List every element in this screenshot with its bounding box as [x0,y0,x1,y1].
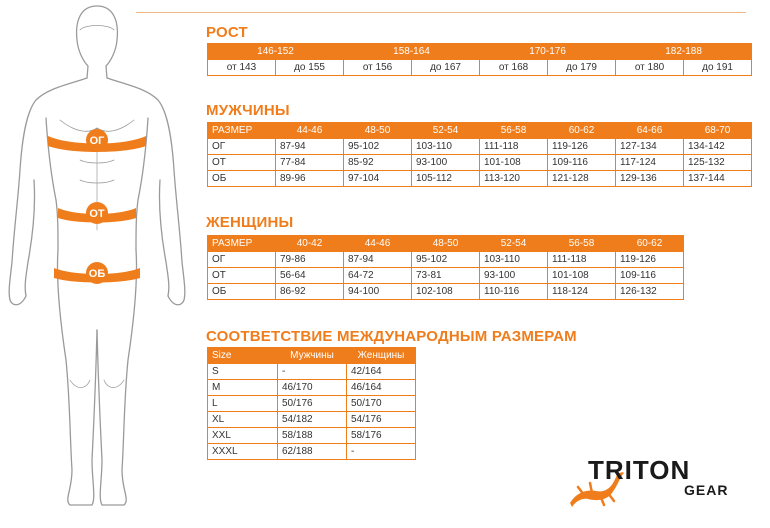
table-cell: 73-81 [412,268,480,284]
table-cell: 103-110 [412,139,480,155]
women-header-cell: 52-54 [480,236,548,252]
intl-header-cell: Женщины [347,348,416,364]
table-row [208,252,684,268]
table-cell: 111-118 [480,139,548,155]
height-section-title: РОСТ [206,24,248,41]
table-cell: 50/176 [278,396,347,412]
women-section-title: ЖЕНЩИНЫ [206,214,294,231]
height-subrange-cell: до 167 [412,60,480,76]
height-range-cell: 170-176 [480,44,616,60]
table-cell: XL [208,412,278,428]
table-cell: 126-132 [616,284,684,300]
table-cell: 87-94 [276,139,344,155]
height-range-cell: 182-188 [616,44,752,60]
table-cell: 113-120 [480,171,548,187]
table-cell: 42/164 [347,364,416,380]
table-row [208,380,416,396]
table-cell: 54/176 [347,412,416,428]
table-cell: M [208,380,278,396]
intl-header-cell: Мужчины [278,348,347,364]
height-subrange-cell: от 143 [208,60,276,76]
table-row [208,428,416,444]
table-cell: 56-64 [276,268,344,284]
table-row [208,412,416,428]
table-cell: 64-72 [344,268,412,284]
height-subrange-cell: до 191 [684,60,752,76]
table-cell: - [278,364,347,380]
height-ranges-row [208,44,752,60]
logo-main-text: TRITON [588,455,691,485]
table-cell: ОГ [208,139,276,155]
table-cell: 58/176 [347,428,416,444]
chest-tag-label: ОГ [89,135,105,147]
table-cell: 46/164 [347,380,416,396]
table-cell: ОГ [208,252,276,268]
intl-header-row [208,348,416,364]
height-subrange-cell: до 179 [548,60,616,76]
women-header-cell: 56-58 [548,236,616,252]
table-cell: 110-116 [480,284,548,300]
table-cell: 79-86 [276,252,344,268]
table-cell: 85-92 [344,155,412,171]
table-cell: 118-124 [548,284,616,300]
women-header-cell: 60-62 [616,236,684,252]
table-cell: 95-102 [412,252,480,268]
table-cell: ОБ [208,284,276,300]
table-row [208,171,752,187]
body-outline-illustration [0,0,195,528]
height-range-cell: 158-164 [344,44,480,60]
table-cell: 62/188 [278,444,347,460]
table-cell: 134-142 [684,139,752,155]
table-cell: 54/182 [278,412,347,428]
height-subrange-cell: до 155 [276,60,344,76]
table-cell: 93-100 [412,155,480,171]
men-header-cell: 64-66 [616,123,684,139]
table-cell: 97-104 [344,171,412,187]
table-cell: 101-108 [480,155,548,171]
height-table [207,43,752,76]
table-row [208,284,684,300]
table-cell: 77-84 [276,155,344,171]
intl-size-table [207,347,416,460]
table-row [208,268,684,284]
men-header-cell: 44-46 [276,123,344,139]
table-row [208,396,416,412]
table-cell: 95-102 [344,139,412,155]
men-header-cell: 56-58 [480,123,548,139]
table-cell: 111-118 [548,252,616,268]
table-cell: 87-94 [344,252,412,268]
height-subrange-cell: от 168 [480,60,548,76]
hips-tag-label: ОБ [88,268,106,280]
women-size-table [207,235,684,300]
table-cell: 50/170 [347,396,416,412]
table-cell: 93-100 [480,268,548,284]
table-cell: XXXL [208,444,278,460]
women-header-cell: 44-46 [344,236,412,252]
men-header-cell: РАЗМЕР [208,123,276,139]
table-cell: 119-126 [616,252,684,268]
men-header-cell: 52-54 [412,123,480,139]
table-cell: 102-108 [412,284,480,300]
women-header-cell: РАЗМЕР [208,236,276,252]
table-row [208,155,752,171]
table-cell: 89-96 [276,171,344,187]
table-row [208,364,416,380]
height-subranges-row [208,60,752,76]
table-cell: 101-108 [548,268,616,284]
table-cell: 129-136 [616,171,684,187]
height-range-cell: 146-152 [208,44,344,60]
intl-header-cell: Size [208,348,278,364]
men-section-title: МУЖЧИНЫ [206,102,290,119]
intl-section-title: СООТВЕТСТВИЕ МЕЖДУНАРОДНЫМ РАЗМЕРАМ [206,328,577,345]
table-cell: 109-116 [548,155,616,171]
body-figure [0,0,195,528]
logo-sub-text: GEAR [684,482,729,498]
table-cell: 137-144 [684,171,752,187]
table-cell: 119-126 [548,139,616,155]
table-cell: ОБ [208,171,276,187]
table-cell: 109-116 [616,268,684,284]
women-header-cell: 48-50 [412,236,480,252]
table-cell: - [347,444,416,460]
height-subrange-cell: от 180 [616,60,684,76]
table-cell: 94-100 [344,284,412,300]
table-cell: 58/188 [278,428,347,444]
table-cell: 105-112 [412,171,480,187]
triton-gear-logo [566,455,746,515]
table-cell: S [208,364,278,380]
table-row [208,139,752,155]
table-cell: 121-128 [548,171,616,187]
table-cell: XXL [208,428,278,444]
height-subrange-cell: от 156 [344,60,412,76]
men-size-table [207,122,752,187]
table-cell: L [208,396,278,412]
table-row [208,444,416,460]
table-cell: 46/170 [278,380,347,396]
table-cell: 117-124 [616,155,684,171]
table-cell: 127-134 [616,139,684,155]
table-cell: 103-110 [480,252,548,268]
women-header-row [208,236,684,252]
table-cell: 125-132 [684,155,752,171]
men-header-cell: 60-62 [548,123,616,139]
table-cell: ОТ [208,155,276,171]
table-cell: 86-92 [276,284,344,300]
men-header-cell: 68-70 [684,123,752,139]
table-cell: ОТ [208,268,276,284]
top-divider [136,12,746,13]
waist-tag-label: ОТ [89,208,105,220]
women-header-cell: 40-42 [276,236,344,252]
men-header-cell: 48-50 [344,123,412,139]
men-header-row [208,123,752,139]
